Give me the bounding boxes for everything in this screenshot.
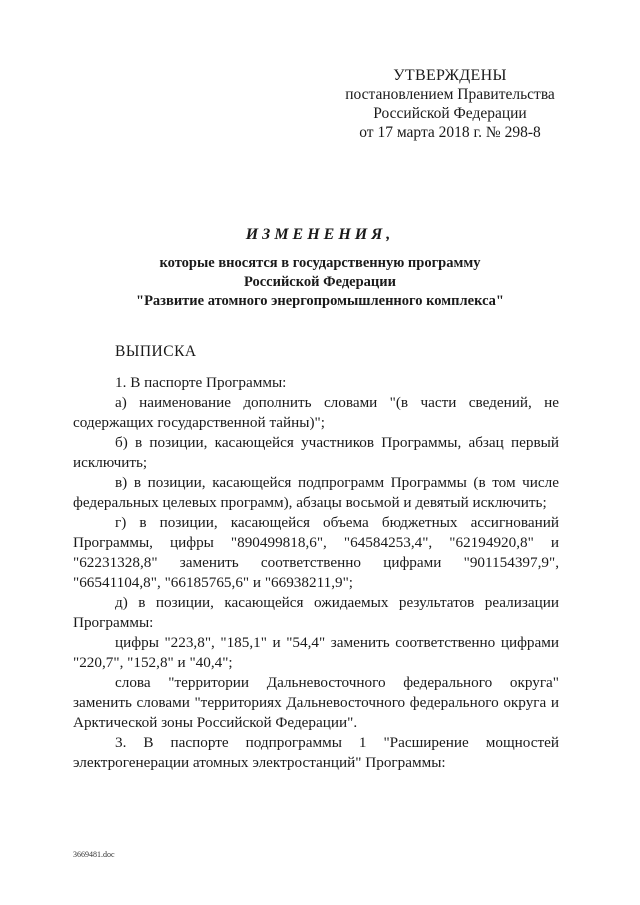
heading-subtitle-3: "Развитие атомного энергопромышленного комплекса" bbox=[136, 293, 504, 309]
approval-line-1: постановлением Правительства bbox=[345, 86, 555, 103]
paragraph: цифры "223,8", "185,1" и "54,4" заменить соответственно цифрами "220,7", "152,8" и "40,4"; bbox=[73, 634, 559, 671]
file-name-footer: 3669481.doc bbox=[73, 850, 115, 859]
document-heading bbox=[60, 226, 580, 311]
paragraph: д) в позиции, касающейся ожидаемых результатов реализации Программы: bbox=[73, 594, 559, 631]
extract-label: ВЫПИСКА bbox=[115, 343, 197, 360]
heading-title: ИЗМЕНЕНИЯ, bbox=[245, 226, 395, 243]
approval-line-3: от 17 марта 2018 г. № 298-8 bbox=[359, 124, 541, 141]
approval-line-2: Российской Федерации bbox=[373, 105, 527, 122]
paragraph: в) в позиции, касающейся подпрограмм Программы (в том числе федеральных целевых программ), абзацы восьмой и девятый исключить; bbox=[73, 474, 559, 511]
paragraph: слова "территории Дальневосточного федерального округа" заменить словами "территориях Дальневосточного федерального округа и Арктической зоны Российской Федерации". bbox=[73, 674, 559, 731]
heading-subtitle-1: которые вносятся в государственную программу bbox=[159, 255, 481, 271]
heading-subtitle-2: Российской Федерации bbox=[243, 274, 396, 290]
paragraph: 3. В паспорте подпрограммы 1 "Расширение мощностей электрогенерации атомных электростанций" Программы: bbox=[73, 734, 559, 771]
approval-stamp bbox=[300, 66, 600, 142]
document-body bbox=[73, 373, 559, 773]
paragraph: б) в позиции, касающейся участников Программы, абзац первый исключить; bbox=[73, 434, 559, 471]
paragraph: а) наименование дополнить словами "(в части сведений, не содержащих государственной тайны)"; bbox=[73, 394, 559, 431]
paragraph: г) в позиции, касающейся объема бюджетных ассигнований Программы, цифры "890499818,6", "64584253,4", "62194920,8" и "62231328,8" заменить соответственно цифрами "901154397,9", "66541104,8", "66185765,6" и "66938211,9"; bbox=[73, 514, 559, 591]
paragraph: 1. В паспорте Программы: bbox=[115, 374, 287, 391]
approval-title: УТВЕРЖДЕНЫ bbox=[393, 67, 507, 84]
